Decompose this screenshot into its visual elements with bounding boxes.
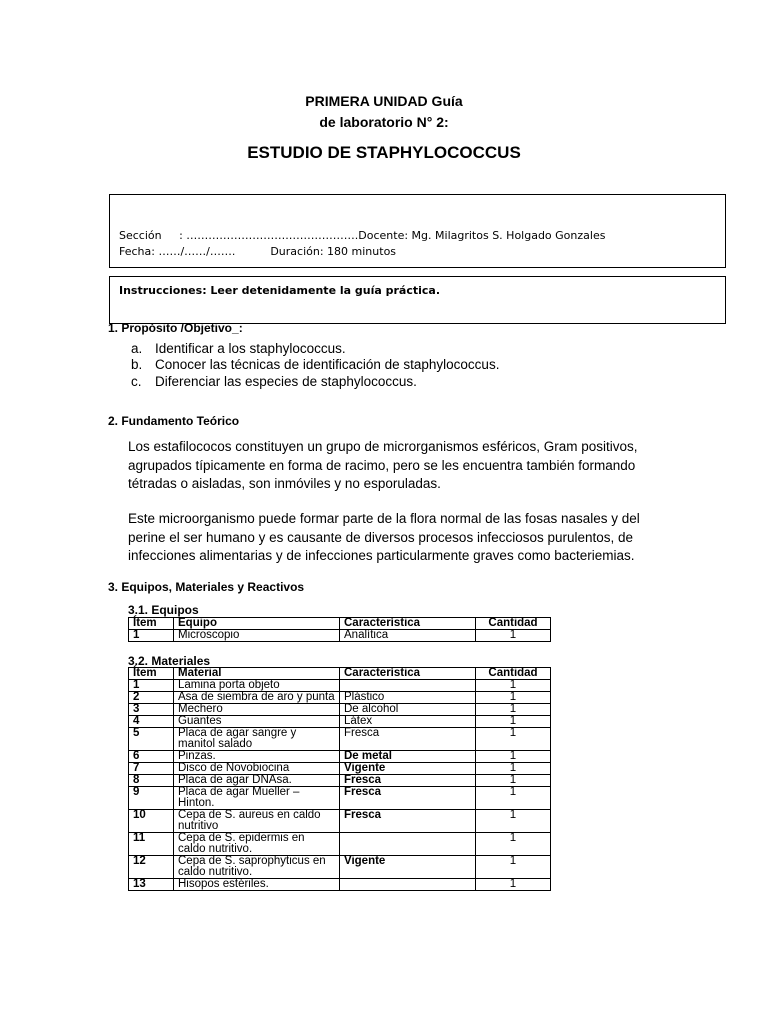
- col-header: Ítem: [129, 618, 174, 630]
- col-header: Ítem: [129, 668, 174, 680]
- header-line-2: de laboratorio N° 2:: [319, 114, 449, 130]
- name-cell: Placa de agar DNAsa.: [174, 775, 340, 787]
- table-row: [129, 879, 551, 891]
- name-cell: Hisopos estériles.: [174, 879, 340, 891]
- item-cell: 12: [129, 856, 174, 879]
- quantity-cell: 1: [476, 716, 551, 728]
- characteristic-cell: Fresca: [340, 810, 476, 833]
- section-2-heading: 2. Fundamento Teórico: [108, 414, 240, 428]
- name-cell: Lamina porta objeto: [174, 680, 340, 692]
- quantity-cell: 1: [476, 810, 551, 833]
- col-header: Cantidad: [476, 668, 551, 680]
- name-cell: Microscopio: [174, 630, 340, 642]
- table-row: [129, 856, 551, 879]
- header-line-1: PRIMERA UNIDAD Guía: [305, 93, 463, 109]
- section-3-heading: 3. Equipos, Materiales y Reactivos: [108, 580, 305, 594]
- item-cell: 1: [129, 680, 174, 692]
- col-header: Equipo: [174, 618, 340, 630]
- characteristic-cell: Plástico: [340, 692, 476, 704]
- item-cell: 2: [129, 692, 174, 704]
- item-cell: 7: [129, 763, 174, 775]
- table-row: [129, 775, 551, 787]
- name-cell: Asa de siembra de aro y punta: [174, 692, 340, 704]
- info-box: [109, 194, 726, 268]
- col-header: Cantidad: [476, 618, 551, 630]
- col-header: Característica: [340, 668, 476, 680]
- name-cell: Guantes: [174, 716, 340, 728]
- objective-item: a. Identificar a los staphylococcus.: [131, 341, 346, 356]
- name-cell: Mechero: [174, 704, 340, 716]
- characteristic-cell: [340, 833, 476, 856]
- quantity-cell: 1: [476, 728, 551, 751]
- characteristic-cell: Fresca: [340, 728, 476, 751]
- table-row: [129, 763, 551, 775]
- table-row: [129, 833, 551, 856]
- characteristic-cell: De alcohol: [340, 704, 476, 716]
- quantity-cell: 1: [476, 680, 551, 692]
- col-header: Característica: [340, 618, 476, 630]
- item-cell: 5: [129, 728, 174, 751]
- paragraph-2: Este microorganismo puede formar parte de la flora normal de las fosas nasales y del perine el ser humano y es causante de diversos procesos infecciosos purulentos, de infecciones alimentarias y de infecciones particularmente graves como bacteriemias.: [128, 511, 640, 563]
- table-row: [129, 680, 551, 692]
- characteristic-cell: Vigente: [340, 856, 476, 879]
- instructions-text: Instrucciones: Leer detenidamente la guía práctica.: [119, 284, 441, 297]
- table-row: [129, 704, 551, 716]
- quantity-cell: 1: [476, 833, 551, 856]
- table-header-row: [129, 618, 551, 630]
- item-cell: 10: [129, 810, 174, 833]
- characteristic-cell: [340, 680, 476, 692]
- name-cell: Placa de agar sangre y manitol salado: [174, 728, 340, 751]
- quantity-cell: 1: [476, 751, 551, 763]
- table-row: [129, 751, 551, 763]
- name-cell: Cepa de S. aureus en caldo nutritivo: [174, 810, 340, 833]
- instructions-box: [109, 276, 726, 324]
- name-cell: Cepa de S. epidermis en caldo nutritivo.: [174, 833, 340, 856]
- seccion-line: Sección : ……………………….……………….Docente: Mg. Milagritos S. Holgado Gonzales: [119, 229, 606, 242]
- equipos-heading: 3.1. Equipos: [128, 603, 199, 617]
- item-cell: 4: [129, 716, 174, 728]
- characteristic-cell: [340, 879, 476, 891]
- characteristic-cell: Vigente: [340, 763, 476, 775]
- item-cell: 11: [129, 833, 174, 856]
- table-row: [129, 728, 551, 751]
- fecha-line: Fecha: ……/……/……. Duración: 180 minutos: [119, 245, 397, 258]
- characteristic-cell: Fresca: [340, 775, 476, 787]
- table-header-row: [129, 668, 551, 680]
- item-cell: 1: [129, 630, 174, 642]
- quantity-cell: 1: [476, 692, 551, 704]
- materiales-table: [128, 667, 551, 891]
- table-row: [129, 787, 551, 810]
- quantity-cell: 1: [476, 775, 551, 787]
- quantity-cell: 1: [476, 763, 551, 775]
- characteristic-cell: Látex: [340, 716, 476, 728]
- section-1-heading: 1. Propósito /Objetivo_:: [108, 321, 243, 335]
- paragraph-1: Los estafilococos constituyen un grupo de microrganismos esféricos, Gram positivos, agrupados típicamente en forma de racimo, pero se les encuentra también formando tétradas o aisladas, son inmóviles y no esporuladas.: [128, 439, 638, 491]
- objective-item: b. Conocer las técnicas de identificación de staphylococcus.: [131, 357, 500, 372]
- item-cell: 8: [129, 775, 174, 787]
- col-header: Material: [174, 668, 340, 680]
- name-cell: Disco de Novobiocina: [174, 763, 340, 775]
- quantity-cell: 1: [476, 630, 551, 642]
- page-title: ESTUDIO DE STAPHYLOCOCCUS: [247, 143, 521, 162]
- materiales-heading: 3.2. Materiales: [128, 654, 211, 668]
- characteristic-cell: Fresca: [340, 787, 476, 810]
- item-cell: 9: [129, 787, 174, 810]
- quantity-cell: 1: [476, 787, 551, 810]
- item-cell: 6: [129, 751, 174, 763]
- name-cell: Cepa de S. saprophyticus en caldo nutritivo.: [174, 856, 340, 879]
- table-row: [129, 692, 551, 704]
- quantity-cell: 1: [476, 879, 551, 891]
- name-cell: Pinzas.: [174, 751, 340, 763]
- quantity-cell: 1: [476, 704, 551, 716]
- equipos-table: [128, 617, 551, 642]
- quantity-cell: 1: [476, 856, 551, 879]
- characteristic-cell: De metal: [340, 751, 476, 763]
- characteristic-cell: Analítica: [340, 630, 476, 642]
- table-row: [129, 716, 551, 728]
- table-row: [129, 630, 551, 642]
- objective-item: c. Diferenciar las especies de staphylococcus.: [131, 374, 417, 389]
- item-cell: 13: [129, 879, 174, 891]
- item-cell: 3: [129, 704, 174, 716]
- table-row: [129, 810, 551, 833]
- name-cell: Placa de agar Mueller – Hinton.: [174, 787, 340, 810]
